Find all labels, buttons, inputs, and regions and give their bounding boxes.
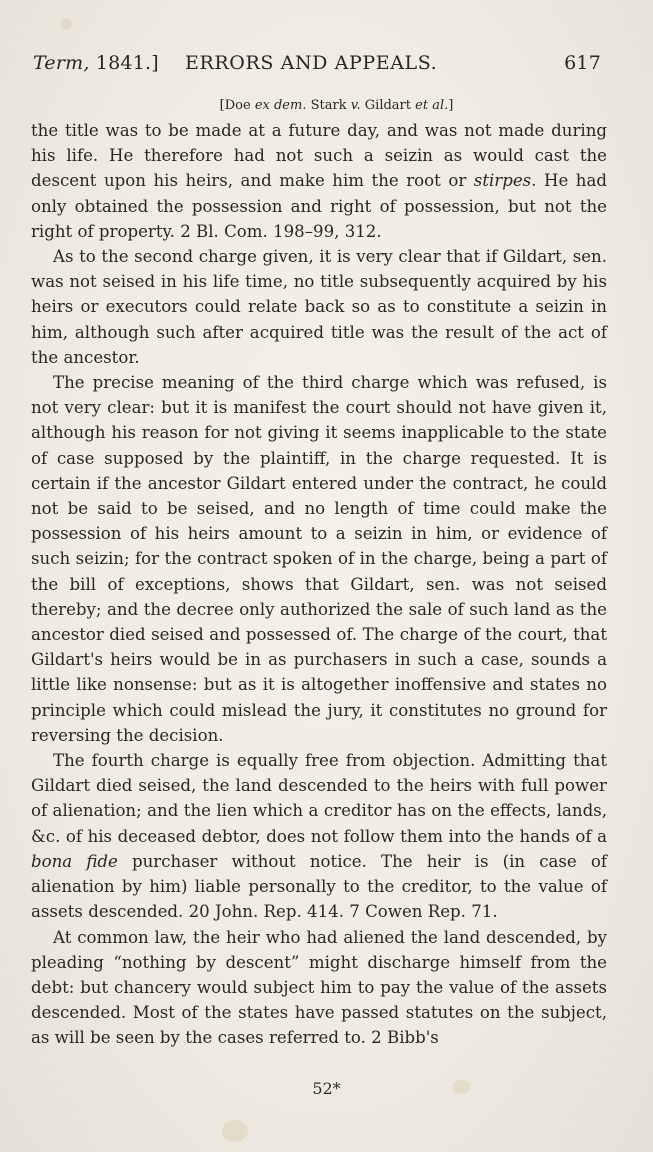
signature-mark: 52*	[312, 1079, 341, 1098]
running-header	[33, 52, 601, 78]
caption-close: ]	[448, 98, 454, 113]
age-spot	[222, 1120, 248, 1142]
paragraph-1-italic: stirpes.	[473, 171, 537, 191]
paragraph-1-end: He had only obtained the possession and right of possession, but not the right of property. 2 Bl. Com. 198–99, 312.	[31, 171, 607, 241]
paragraph-4-text: The fourth charge is equally free from objection. Admitting that Gildart died seised, the land descended to the heirs with full power of alienation; and the lien which a creditor has on the effects, lands, &c. of his deceased debtor, does not follow them into the hands of a	[31, 751, 607, 846]
paragraph-4-end: purchaser without notice. The heir is (in case of alienation by him) liable personally to the creditor, to the value of assets descended. 20 John. Rep. 414. 7 Cowen Rep. 71.	[31, 851, 607, 922]
body-text	[31, 118, 607, 1051]
term-label: Term,	[33, 52, 90, 74]
paragraph-2: As to the second charge given, it is very clear that if Gildart, sen. was not seised in his life time, no title subsequently acquired by his heirs or executors could relate back so as to constitute a seizin in him, although such after acquired title was the result of the act of the ancestor.	[31, 247, 607, 367]
caption-et-al: et al.	[415, 98, 449, 113]
paragraph-4-italic: bona fide	[31, 851, 118, 871]
header-term	[33, 52, 159, 74]
age-spot	[60, 18, 72, 30]
paragraph-4	[31, 748, 607, 924]
caption-ex-dem: ex dem.	[254, 98, 307, 113]
caption-versus: v.	[350, 98, 361, 113]
paragraph-1-text: the title was to be made at a future day, and was not made during his life. He therefore had not such a seizin as would cast the descent upon his heirs, and make him the root or	[31, 121, 607, 191]
header-title: ERRORS AND APPEALS.	[185, 52, 438, 74]
term-year: 1841.]	[95, 52, 159, 74]
page-number: 617	[564, 52, 601, 74]
paragraph-3: The precise meaning of the third charge which was refused, is not very clear: but it is manifest the court should not have given it, although his reason for not giving it seems inapplicable to the state of case supposed by the plaintiff, in the charge requested. It is certain if the ancestor Gildart entered under the contract, he could not be said to be seised, and no length of time could make the possession of his heirs amount to a seizin in him, or evidence of such seizin; for the contract spoken of in the charge, being a part of the bill of exceptions, shows that Gildart, sen. was not seised thereby; and the decree only authorized the sale of such land as the ancestor died seised and possessed of. The charge of the court, that Gildart's heirs would be in as purchasers in such a case, sounds a little like nonsense: but as it is altogether inoffensive and states no principle which could mislead the jury, it constitutes no ground for reversing the decision.	[31, 373, 607, 745]
caption-open: [Doe	[219, 98, 255, 113]
case-caption	[0, 98, 653, 113]
paragraph-5: At common law, the heir who had aliened the land descended, by pleading “nothing by descent” might discharge himself from the debt: but chancery would subject him to pay the value of the assets descended. Most of the states have passed statutes on the subject, as will be seen by the cases referred to. 2 Bibb's	[31, 927, 607, 1048]
paragraph-1	[31, 118, 607, 244]
caption-plaintiff: Stark	[306, 98, 351, 113]
caption-defendant: Gildart	[360, 98, 416, 113]
